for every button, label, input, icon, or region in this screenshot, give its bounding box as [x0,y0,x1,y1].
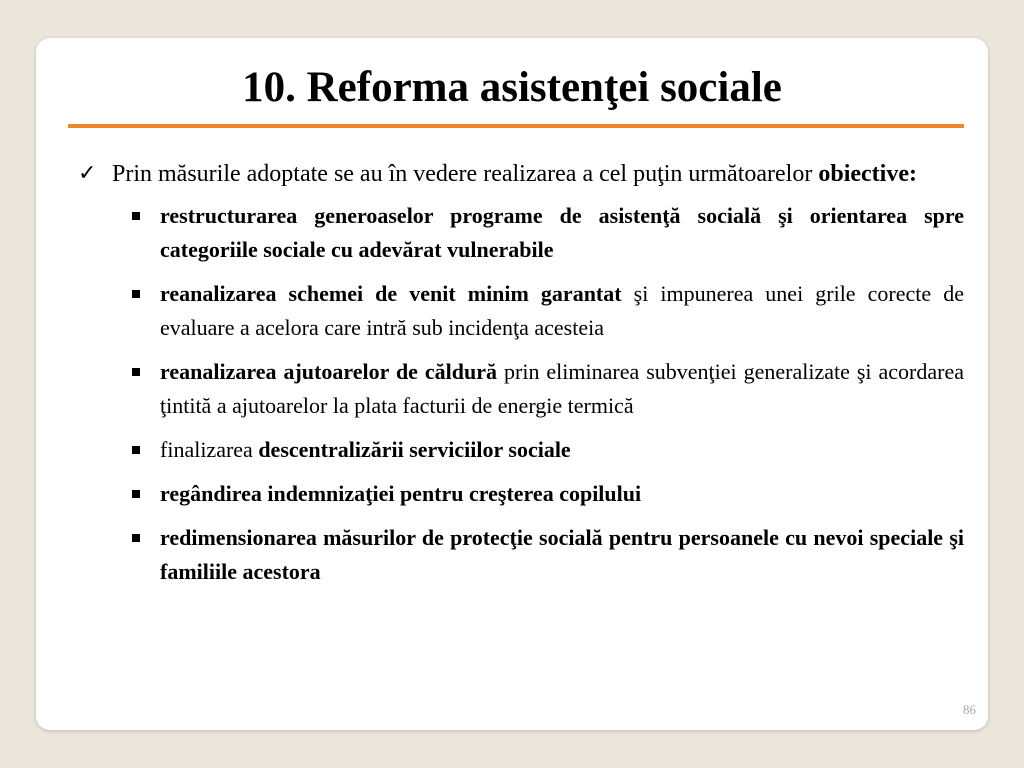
square-bullet-icon [128,521,160,555]
list-item-bold: reanalizarea schemei de venit minim garantat [160,281,622,306]
page-number: 86 [963,702,976,717]
list-item-bold: descentralizării serviciilor sociale [258,437,571,462]
check-icon: ✓ [78,161,97,186]
list-item-bold: regândirea indemnizaţiei pentru creşterea copilului [160,481,642,506]
square-bullet-icon [128,477,160,511]
list-item [128,199,964,267]
title-underline [68,124,964,128]
list-item [128,355,964,423]
list-item-text [160,199,964,267]
list-item-prefix: finalizarea [160,437,259,462]
intro-text-bold: obiective: [818,161,917,187]
intro-text-prefix: Prin măsurile adoptate se au în vedere realizarea a cel puţin următoarelor [112,161,819,187]
square-bullet-icon [128,199,160,233]
list-item [128,277,964,345]
objectives-list [78,199,964,589]
square-bullet-icon [128,277,160,311]
intro-text [112,157,964,191]
slide-content [78,157,964,599]
list-item-text [160,433,964,467]
list-item-bold: reanalizarea ajutoarelor de căldură [160,359,498,384]
list-item-text [160,477,964,511]
list-item-bold: restructurarea generoaselor programe de asistenţă socială şi orientarea spre categoriile sociale cu adevărat vulnerabile [160,203,964,262]
list-item-text [160,355,964,423]
list-item-text [160,277,964,345]
list-item-rest: şi impunerea unei grile corecte de evaluare a acelora care intră sub incidenţa acesteia [160,281,964,340]
list-item [128,521,964,589]
list-item-rest: prin eliminarea subvenţiei generalizate şi acordarea ţintită a ajutoarelor la plata facturii de energie termică [160,359,964,418]
square-bullet-icon [128,433,160,467]
list-item [128,477,964,511]
intro-bullet [78,157,964,191]
square-bullet-icon [128,355,160,389]
list-item [128,433,964,467]
slide-title: 10. Reforma asistenţei sociale [242,64,782,111]
list-item-text [160,521,964,589]
list-item-bold: redimensionarea măsurilor de protecţie socială pentru persoanele cu nevoi speciale şi familiile acestora [160,525,964,584]
